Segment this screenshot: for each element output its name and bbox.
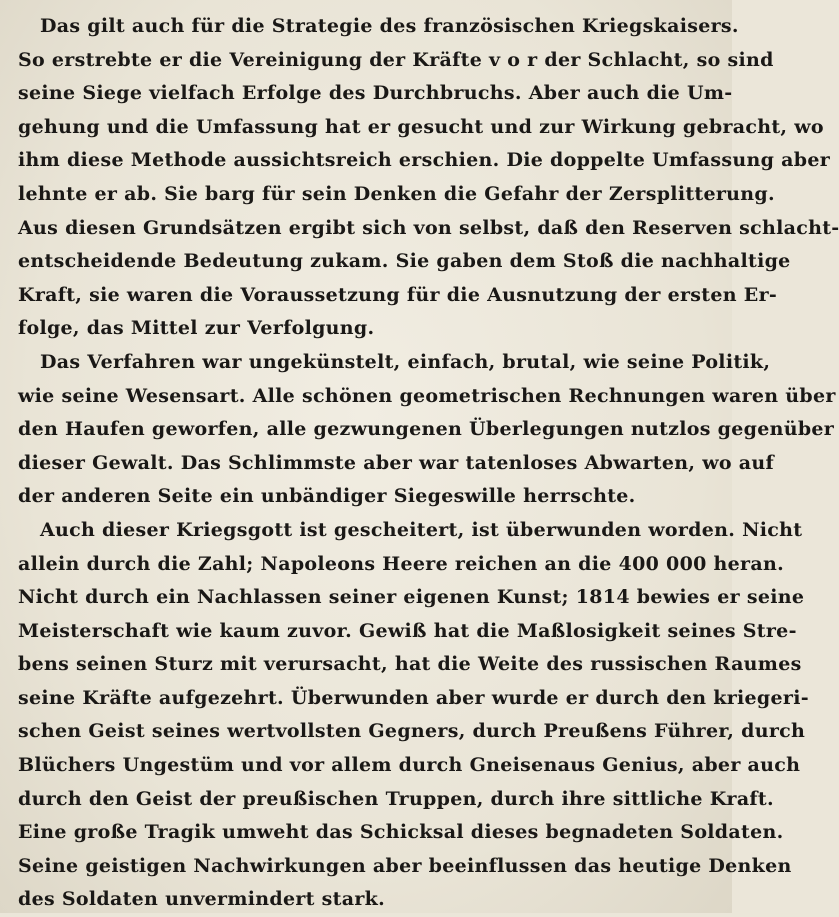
text-line: Kraft, sie waren die Voraussetzung für die Ausnutzung der ersten Er- [18, 283, 778, 306]
text-line: den Haufen geworfen, alle gezwungenen Überlegungen nutzlos gegenüber [18, 418, 835, 441]
text-line: durch den Geist der preußischen Truppen, durch ihre sittliche Kraft. [18, 787, 774, 810]
text-line: wie seine Wesensart. Alle schönen geometrischen Rechnungen waren über [18, 384, 836, 407]
text-line: So erstrebte er die Vereinigung der Kräfte v o r der Schlacht, so sind [18, 48, 774, 71]
text-line: folge, das Mittel zur Verfolgung. [18, 317, 375, 340]
text-line: des Soldaten unvermindert stark. [18, 888, 386, 911]
text-line: Nicht durch ein Nachlassen seiner eigenen Kunst; 1814 bewies er seine [18, 586, 805, 609]
text-line: gehung und die Umfassung hat er gesucht und zur Wirkung gebracht, wo [18, 115, 824, 138]
text-line: Seine geistigen Nachwirkungen aber beeinflussen das heutige Denken [18, 854, 792, 877]
text-line: ihm diese Methode aussichtsreich erschien. Die doppelte Umfassung aber [18, 149, 831, 172]
text-line: Das Verfahren war ungekünstelt, einfach, brutal, wie seine Politik, [40, 350, 771, 373]
text-line: Das gilt auch für die Strategie des französischen Kriegskaisers. [40, 15, 739, 37]
text-line: dieser Gewalt. Das Schlimmste aber war tatenloses Abwarten, wo auf [18, 451, 774, 474]
text-line: schen Geist seines wertvollsten Gegners, durch Preußens Führer, durch [18, 720, 806, 743]
text-line: bens seinen Sturz mit verursacht, hat die Weite des russischen Raumes [18, 653, 802, 676]
text-line: seine Siege vielfach Erfolge des Durchbruchs. Aber auch die Um- [18, 82, 733, 105]
text-line: entscheidende Bedeutung zukam. Sie gaben dem Stoß die nachhaltige [18, 250, 791, 273]
paragraph-3 [18, 514, 809, 917]
text-line: der anderen Seite ein unbändiger Siegeswille herrschte. [18, 485, 636, 508]
text-line: seine Kräfte aufgezehrt. Überwunden aber wurde er durch den kriegeri- [18, 686, 809, 709]
text-line: Meisterschaft wie kaum zuvor. Gewiß hat die Maßlosigkeit seines Stre- [18, 619, 797, 642]
paragraph-2 [18, 346, 836, 514]
text-line: lehnte er ab. Sie barg für sein Denken die Gefahr der Zersplitterung. [18, 182, 775, 205]
text-line: Aus diesen Grundsätzen ergibt sich von selbst, daß den Reserven schlacht- [18, 216, 839, 239]
text-line: Auch dieser Kriegsgott ist gescheitert, ist überwunden worden. Nicht [40, 518, 803, 541]
text-line: Blüchers Ungestüm und vor allem durch Gneisenaus Genius, aber auch [18, 754, 801, 777]
text-line: Eine große Tragik umweht das Schicksal dieses begnadeten Soldaten. [18, 821, 784, 844]
text-line: allein durch die Zahl; Napoleons Heere reichen an die 400 000 heran. [18, 552, 784, 575]
paragraph-1 [18, 10, 839, 346]
body-text [18, 10, 839, 917]
